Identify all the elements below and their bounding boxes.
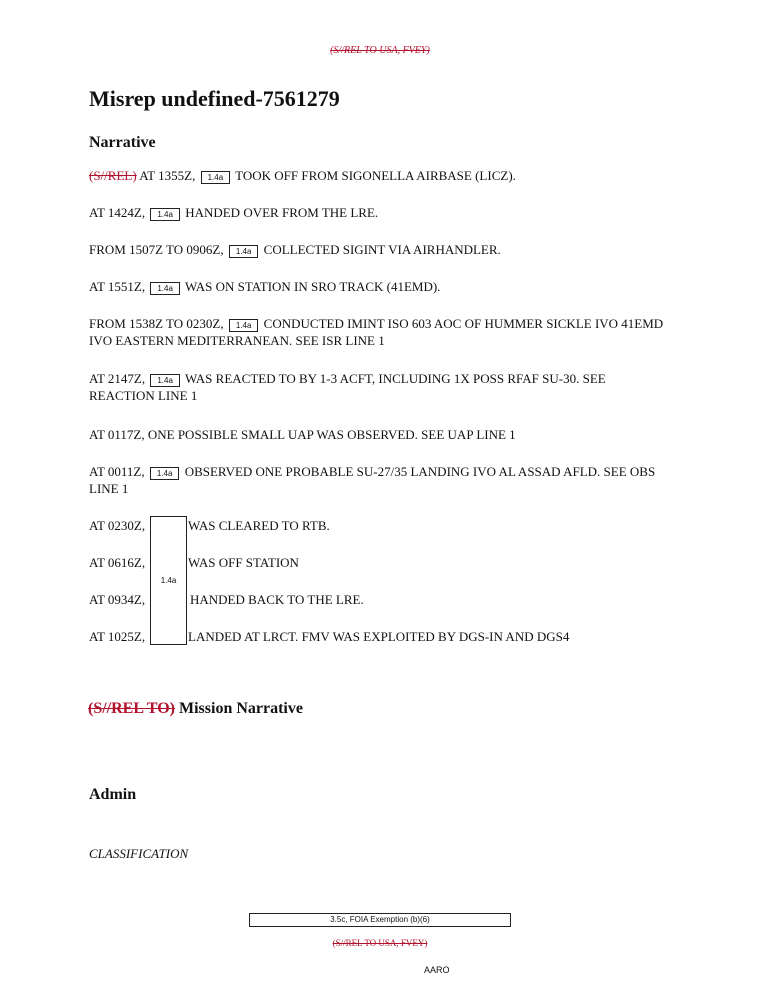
redaction-box: 1.4a <box>150 282 180 295</box>
narrative-paragraph-5: FROM 1538Z TO 0230Z, 1.4a CONDUCTED IMINT ISO 603 AOC OF HUMMER SICKLE IVO 41EMD IVO EASTERN MEDITERRANEAN. SEE ISR LINE 1 <box>89 316 664 348</box>
narrative-paragraph-2: AT 1424Z, 1.4a HANDED OVER FROM THE LRE. <box>89 205 379 220</box>
redaction-box-tall: 1.4a <box>150 516 187 645</box>
narrative-paragraph-1: (S//REL) AT 1355Z, 1.4a TOOK OFF FROM SIGONELLA AIRBASE (LICZ). <box>89 168 516 183</box>
narrative-heading: Narrative <box>89 134 156 151</box>
narrative-paragraph-7: AT 0117Z, ONE POSSIBLE SMALL UAP WAS OBSERVED. SEE UAP LINE 1 <box>89 427 516 442</box>
redaction-box: 1.4a <box>150 374 180 387</box>
redaction-box: 1.4a <box>229 245 259 258</box>
mission-narrative-heading: (S//REL TO) Mission Narrative <box>88 700 303 717</box>
narrative-paragraph-6: AT 2147Z, 1.4a WAS REACTED TO BY 1-3 ACFT, INCLUDING 1X POSS RFAF SU-30. SEE REACTION LINE 1 <box>89 371 606 403</box>
section-classification-marking: (S//REL TO) <box>88 700 175 717</box>
redaction-box: 1.4a <box>150 208 180 221</box>
footer-classification-marking: (S//REL TO USA, FVEY) <box>332 938 428 948</box>
admin-heading: Admin <box>89 786 137 803</box>
narrative-paragraph-8: AT 0011Z, 1.4a OBSERVED ONE PROBABLE SU-27/35 LANDING IVO AL ASSAD AFLD. SEE OBS LINE 1 <box>89 464 656 496</box>
redaction-box: 1.4a <box>201 171 231 184</box>
classification-label: CLASSIFICATION <box>89 846 189 861</box>
foia-exemption-box: 3.5c, FOIA Exemption (b)(6) <box>249 913 511 927</box>
narrative-row-rtb: AT 0230Z, WAS CLEARED TO RTB. <box>89 518 330 533</box>
narrative-paragraph-3: FROM 1507Z TO 0906Z, 1.4a COLLECTED SIGINT VIA AIRHANDLER. <box>89 242 501 257</box>
narrative-row-off-station: AT 0616Z, WAS OFF STATION <box>89 555 299 570</box>
narrative-paragraph-4: AT 1551Z, 1.4a WAS ON STATION IN SRO TRACK (41EMD). <box>89 279 441 294</box>
header-classification-marking: (S//REL TO USA, FVEY) <box>330 45 430 56</box>
footer-code: AARO <box>424 965 450 975</box>
redaction-box: 1.4a <box>229 319 259 332</box>
narrative-row-handed-back: AT 0934Z, HANDED BACK TO THE LRE. <box>89 592 364 607</box>
paragraph-classification-marking: (S//REL) <box>89 168 137 183</box>
redaction-box: 1.4a <box>150 467 180 480</box>
narrative-row-landed: AT 1025Z, LANDED AT LRCT. FMV WAS EXPLOITED BY DGS-IN AND DGS4 <box>89 629 570 644</box>
page-title: Misrep undefined-7561279 <box>89 86 340 111</box>
